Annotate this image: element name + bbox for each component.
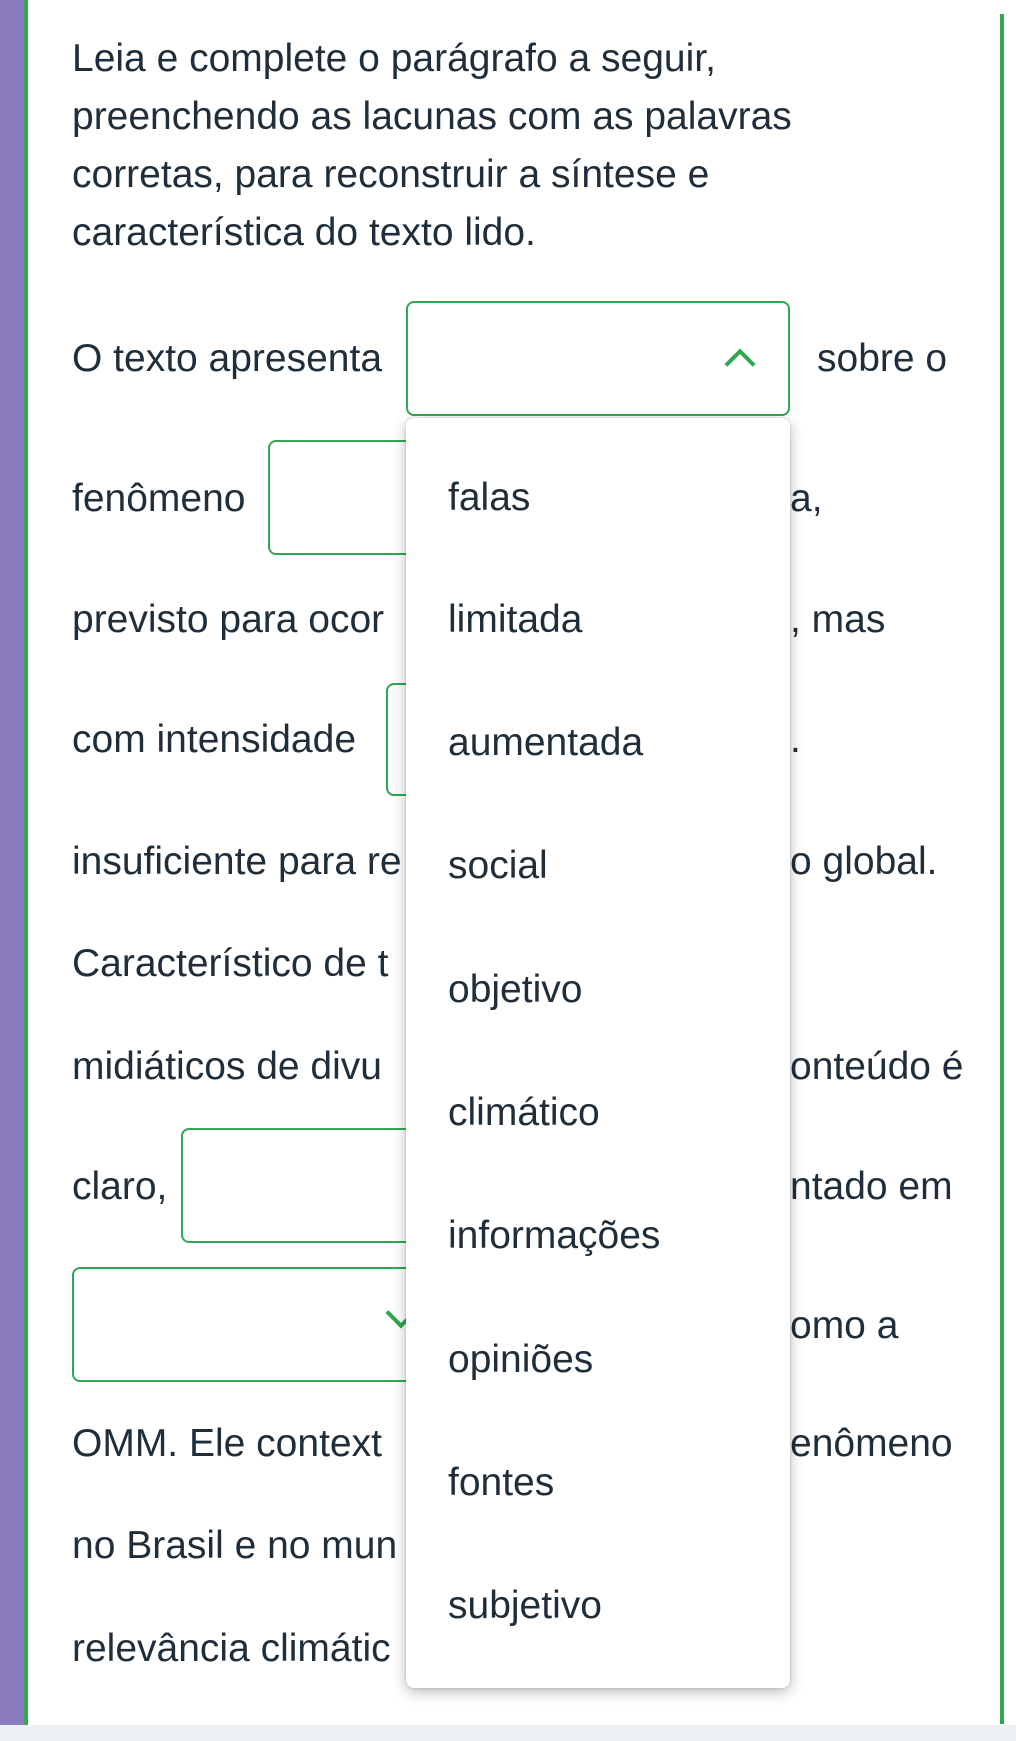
paragraph-text: O texto apresenta [72,337,383,380]
left-accent-bar [0,0,28,1741]
paragraph-text: , mas [790,598,886,641]
paragraph-text: . [790,718,801,761]
chevron-up-icon [724,348,755,379]
dropdown-option[interactable]: aumentada [448,721,644,764]
paragraph-text: ntado em [790,1165,953,1208]
paragraph-text: enômeno [790,1422,953,1465]
paragraph-text: relevância climátic [72,1627,391,1670]
paragraph-text: o global. [790,840,938,883]
paragraph-text: fenômeno [72,477,246,520]
paragraph-text: omo a [790,1304,899,1347]
paragraph-text: insuficiente para re [72,840,402,883]
paragraph-text: midiáticos de divu [72,1045,382,1088]
right-edge [1004,0,1016,1741]
dropdown-options-menu [406,418,790,1688]
dropdown-option[interactable]: limitada [448,598,583,641]
dropdown-option[interactable]: social [448,844,548,887]
bottom-strip [0,1725,1016,1741]
dropdown-option[interactable]: objetivo [448,968,583,1011]
dropdown-option[interactable]: informações [448,1214,661,1257]
paragraph-text: claro, [72,1165,168,1208]
blank-select-2[interactable] [268,440,428,555]
blank-select-5[interactable] [72,1267,428,1382]
dropdown-option[interactable]: opiniões [448,1338,594,1381]
dropdown-option[interactable]: subjetivo [448,1584,602,1627]
paragraph-text: com intensidade [72,718,357,761]
blank-select-4[interactable] [181,1128,428,1243]
paragraph-text: onteúdo é [790,1045,964,1088]
paragraph-text: no Brasil e no mun [72,1524,398,1567]
dropdown-option[interactable]: fontes [448,1461,555,1504]
paragraph-text: previsto para ocor [72,598,385,641]
dropdown-option[interactable]: climático [448,1091,600,1134]
paragraph-text: sobre o [817,337,948,380]
paragraph-text: a, [790,477,823,520]
paragraph-text: OMM. Ele context [72,1422,382,1465]
dropdown-option[interactable]: falas [448,476,531,519]
question-instruction: Leia e complete o parágrafo a seguir, preenchendo as lacunas com as palavras corretas, para reconstruir a síntese e característica do texto lido. [72,37,792,254]
blank-select-1-open[interactable] [406,301,790,416]
paragraph-text: Característico de t [72,942,389,985]
